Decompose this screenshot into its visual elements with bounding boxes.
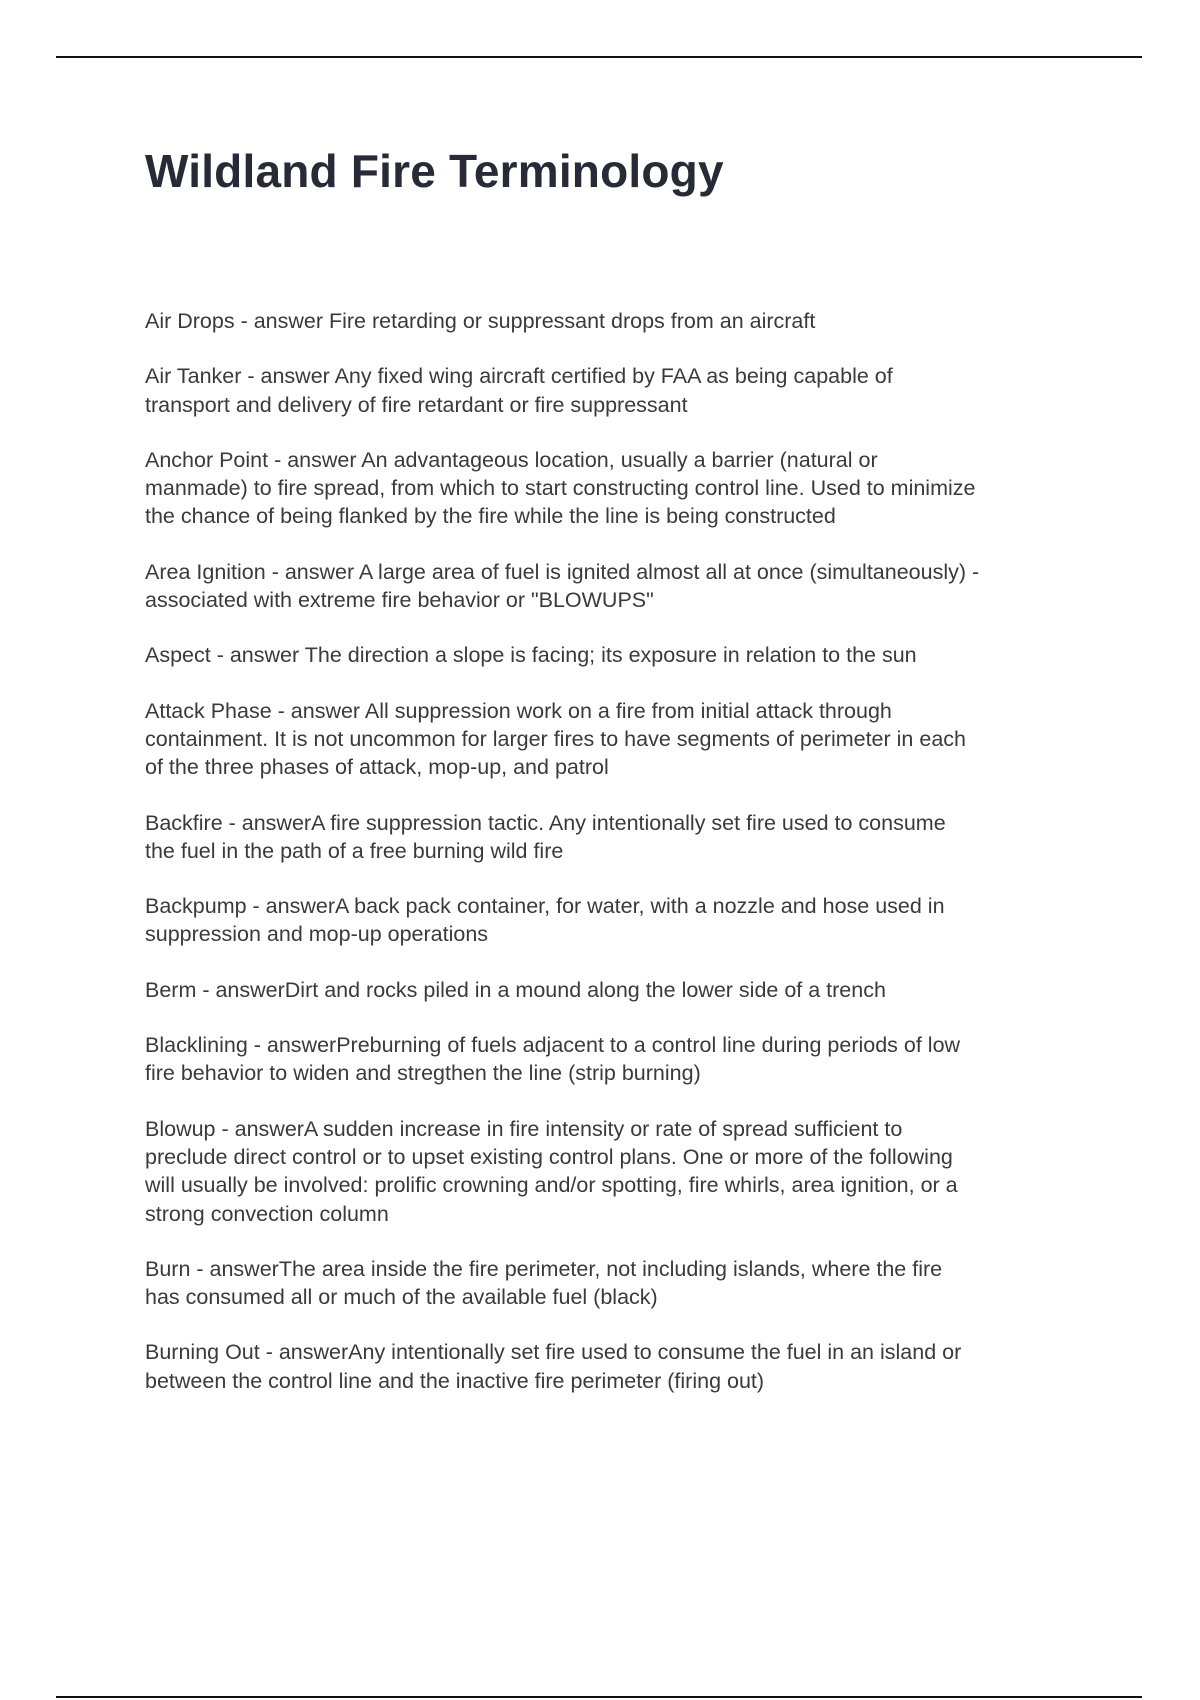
term-entry-line: Backpump - answerA back pack container, for water, with a nozzle and hose used in bbox=[145, 894, 945, 919]
term-entry bbox=[145, 1031, 1125, 1088]
term-entry bbox=[145, 362, 1125, 419]
term-entry bbox=[145, 809, 1125, 866]
term-entry-line: fire behavior to widen and stregthen the line (strip burning) bbox=[145, 1061, 701, 1086]
term-entry bbox=[145, 976, 1125, 1004]
term-entry bbox=[145, 892, 1125, 949]
term-entry-line: Blowup - answerA sudden increase in fire intensity or rate of spread sufficient to bbox=[145, 1116, 903, 1141]
term-entry-line: preclude direct control or to upset existing control plans. One or more of the following bbox=[145, 1144, 953, 1169]
term-entry-line: the fuel in the path of a free burning wild fire bbox=[145, 838, 564, 863]
term-entry-line: has consumed all or much of the available fuel (black) bbox=[145, 1285, 658, 1310]
term-entry bbox=[145, 1255, 1125, 1312]
term-entry-line: Air Tanker - answer Any fixed wing aircraft certified by FAA as being capable of bbox=[145, 364, 893, 389]
term-entry-line: Burn - answerThe area inside the fire perimeter, not including islands, where the fire bbox=[145, 1256, 943, 1281]
top-divider bbox=[56, 56, 1142, 58]
term-entry-line: Area Ignition - answer A large area of fuel is ignited almost all at once (simultaneously) - bbox=[145, 559, 980, 584]
term-entry-line: suppression and mop-up operations bbox=[145, 922, 489, 947]
term-entry-line: transport and delivery of fire retardant or fire suppressant bbox=[145, 392, 688, 417]
term-entry-line: manmade) to fire spread, from which to start constructing control line. Used to minimize bbox=[145, 476, 976, 501]
term-entry-line: between the control line and the inactive fire perimeter (firing out) bbox=[145, 1368, 765, 1393]
term-entry-line: strong convection column bbox=[145, 1201, 389, 1226]
term-entry-line: Backfire - answerA fire suppression tactic. Any intentionally set fire used to consume bbox=[145, 810, 946, 835]
term-entry-line: Burning Out - answerAny intentionally set fire used to consume the fuel in an island or bbox=[145, 1340, 962, 1365]
term-entry-line: Air Drops - answer Fire retarding or suppressant drops from an aircraft bbox=[145, 309, 816, 333]
term-entry bbox=[145, 641, 1125, 669]
term-list bbox=[145, 307, 1125, 1422]
term-entry-line: Berm - answerDirt and rocks piled in a mound along the lower side of a trench bbox=[145, 977, 886, 1002]
term-entry-line: containment. It is not uncommon for larger fires to have segments of perimeter in each bbox=[145, 726, 966, 751]
term-entry-line: Anchor Point - answer An advantageous location, usually a barrier (natural or bbox=[145, 447, 878, 472]
term-entry-line: of the three phases of attack, mop-up, and patrol bbox=[145, 755, 609, 780]
term-entry bbox=[145, 1115, 1125, 1228]
term-entry-line: Aspect - answer The direction a slope is facing; its exposure in relation to the sun bbox=[145, 643, 917, 668]
term-entry-line: will usually be involved: prolific crowning and/or spotting, fire whirls, area ignition, or a bbox=[145, 1173, 958, 1198]
term-entry bbox=[145, 697, 1125, 782]
term-entry-line: the chance of being flanked by the fire while the line is being constructed bbox=[145, 504, 836, 529]
term-entry-line: Blacklining - answerPreburning of fuels adjacent to a control line during periods of low bbox=[145, 1033, 961, 1058]
term-entry-line: associated with extreme fire behavior or "BLOWUPS" bbox=[145, 588, 654, 613]
term-entry bbox=[145, 558, 1125, 615]
bottom-divider bbox=[56, 1696, 1142, 1698]
term-entry bbox=[145, 446, 1125, 531]
term-entry bbox=[145, 307, 1125, 335]
page-title: Wildland Fire Terminology bbox=[145, 145, 724, 197]
term-entry bbox=[145, 1338, 1125, 1395]
term-entry-line: Attack Phase - answer All suppression work on a fire from initial attack through bbox=[145, 698, 892, 723]
